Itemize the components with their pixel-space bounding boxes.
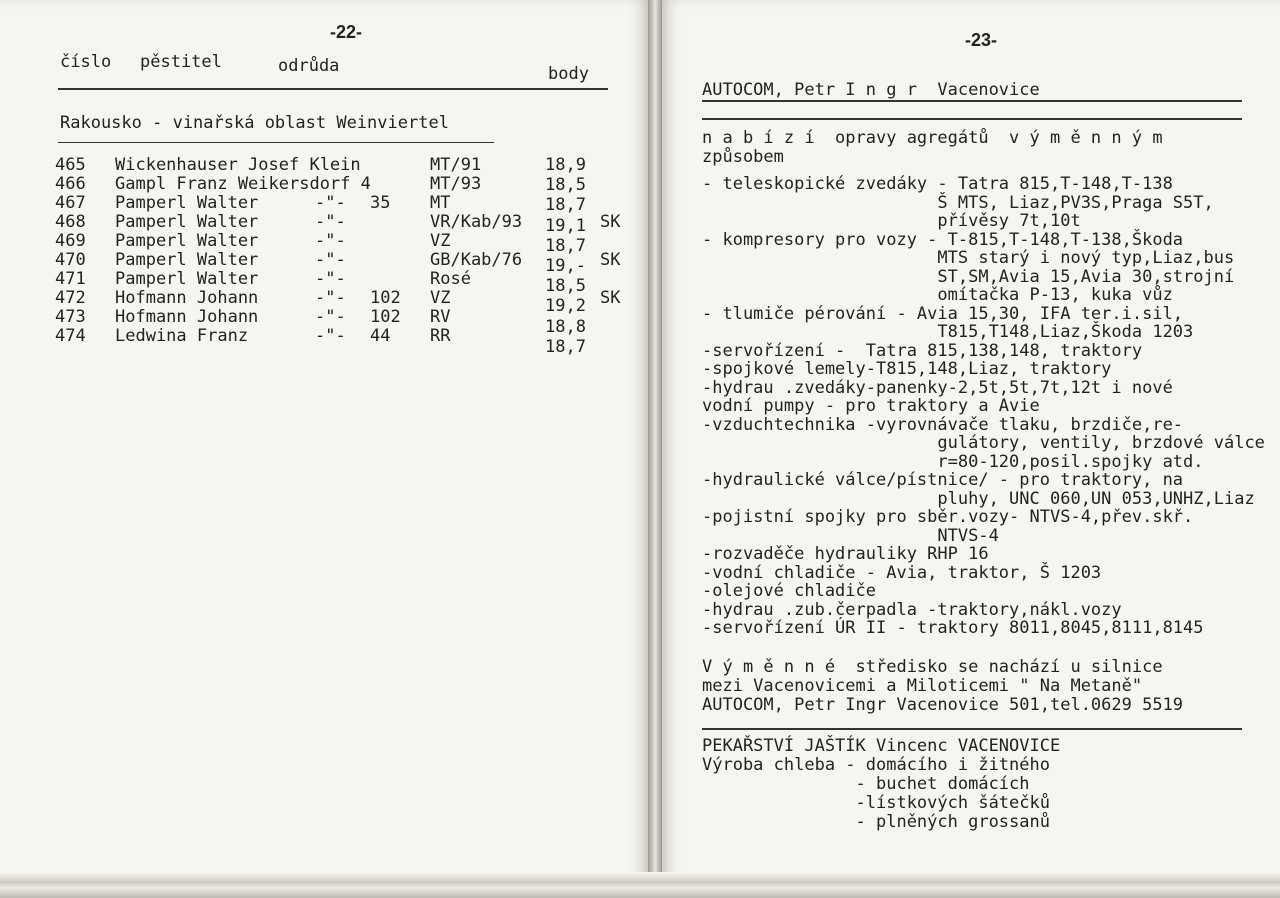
variety: VR/Kab/93: [430, 212, 523, 232]
service-line: gulátory, ventily, brzdové válce: [702, 433, 1265, 453]
variety: RV: [430, 307, 451, 327]
table-row: [0, 269, 648, 297]
service-line: -vzduchtechnika -vyrovnávače tlaku, brzdiče,re-: [702, 414, 1184, 435]
variety: Rosé: [430, 269, 471, 289]
service-line: -servořízení ÚR II - traktory 8011,8045,8111,8145: [702, 618, 1204, 638]
service-line: -hydraulické válce/pístnice/ - pro traktory, na: [702, 470, 1184, 490]
grower-name: Pamperl Walter: [115, 250, 259, 270]
table-row: [0, 175, 648, 194]
table-row: [0, 250, 648, 276]
entry-number: 468: [55, 212, 86, 232]
service-line: vodní pumpy - pro traktory a Avie: [702, 396, 1040, 416]
variety: MT/93: [430, 174, 482, 194]
table-row: [0, 193, 648, 216]
variety: VZ: [430, 288, 451, 308]
bakery-line: - buchet domácích: [702, 774, 1030, 794]
variety: GB/Kab/76: [430, 250, 523, 270]
exchange-line: mezi Vacenovicemi a Miloticemi " Na Metaně": [702, 676, 1143, 696]
entry-number: 471: [55, 269, 86, 289]
place-ditto: -"-: [315, 250, 346, 270]
grower-name: Pamperl Walter: [115, 193, 259, 213]
house-number: 44: [370, 326, 391, 346]
service-line: - tlumiče pérování - Avia 15,30, IFA ter.i.sil,: [702, 303, 1184, 324]
entry-number: 467: [55, 193, 86, 213]
region-heading: Rakousko - vinařská oblast Weinviertel: [60, 113, 449, 133]
entry-number: 474: [55, 326, 86, 346]
service-line: - teleskopické zvedáky - Tatra 815,T-148,T-138: [702, 174, 1173, 194]
service-line: -pojistní spojky pro sběr.vozy- NTVS-4,přev.skř.: [702, 507, 1194, 527]
service-line: - kompresory pro vozy - T-815,T-148,T-138,Škoda: [702, 229, 1184, 250]
right-page: [662, 0, 1280, 898]
bakery-line: Výroba chleba - domácího i žitného: [702, 755, 1050, 775]
place-ditto: -"-: [315, 231, 346, 251]
service-line: -servořízení - Tatra 815,138,148, traktory: [702, 340, 1143, 361]
grower-name: Wickenhauser Josef Klein: [115, 155, 361, 175]
place-ditto: -"-: [315, 326, 346, 346]
service-line: Š MTS, Liaz,PV3S,Praga S5T,: [702, 192, 1214, 213]
column-header-variety: odrůda: [278, 56, 340, 76]
entry-number: 470: [55, 250, 86, 270]
service-line: T815,T148,Liaz,Škoda 1203: [702, 322, 1194, 342]
region-rule: [58, 142, 494, 143]
service-line: NTVS-4: [702, 525, 999, 546]
mark: SK: [600, 212, 621, 232]
bakery-line: - plněných grossanů: [702, 812, 1050, 832]
page-number: -22-: [330, 22, 363, 42]
table-row: [0, 212, 648, 236]
bakery-rule: [702, 728, 1242, 730]
points: 18,8: [545, 316, 586, 337]
place-ditto: -"-: [315, 193, 346, 213]
service-line: pluhy, UNC 060,UN 053,UNHZ,Liaz: [702, 488, 1255, 509]
grower-name: Hofmann Johann: [115, 307, 259, 327]
place-ditto: -"-: [315, 307, 346, 327]
house-number: 102: [370, 307, 401, 327]
points: 18,9: [545, 155, 586, 175]
bakery-line: PEKAŘSTVÍ JAŠTÍK Vincenc VACENOVICE: [702, 736, 1061, 756]
place-ditto: -"-: [315, 288, 346, 308]
book-gutter: [648, 0, 662, 898]
points: 18,5: [545, 175, 586, 196]
service-line: r=80-120,posil.spojky atd.: [702, 451, 1204, 472]
mark: SK: [600, 250, 621, 270]
table-row: [0, 231, 648, 256]
entry-number: 469: [55, 231, 86, 251]
bakery-line: -lístkových šátečků: [702, 793, 1050, 813]
variety: VZ: [430, 231, 451, 251]
entry-number: 466: [55, 174, 86, 194]
variety: MT: [430, 193, 451, 213]
mark: SK: [600, 288, 621, 308]
column-header-grower: pěstitel: [140, 52, 222, 72]
service-line: přívěsy 7t,10t: [702, 211, 1081, 231]
grower-name: Pamperl Walter: [115, 212, 259, 232]
exchange-line: V ý m ě n n é středisko se nachází u silnice: [702, 657, 1163, 677]
variety: RR: [430, 326, 451, 346]
place-ditto: -"-: [315, 212, 346, 232]
exchange-line: AUTOCOM, Petr Ingr Vacenovice 501,tel.0629 5519: [702, 695, 1184, 715]
entry-number: 472: [55, 288, 86, 308]
column-header-number: číslo: [60, 52, 112, 72]
service-line: -rozvaděče hydrauliky RHP 16: [702, 544, 989, 564]
offer-rule: [702, 118, 1242, 120]
page-bottom-edge: [0, 872, 1280, 898]
table-row: [0, 156, 648, 175]
grower-name: Hofmann Johann: [115, 288, 259, 308]
grower-name: Gampl Franz Weikersdorf 4: [115, 174, 371, 194]
service-line: -hydrau .zvedáky-panenky-2,5t,5t,7t,12t i nové: [702, 377, 1173, 398]
service-line: -hydrau .zub.čerpadla -traktory,nákl.vozy: [702, 599, 1122, 620]
place-ditto: -"-: [315, 269, 346, 289]
points: 18,5: [545, 276, 586, 297]
service-line: -vodní chladiče - Avia, traktor, Š 1203: [702, 562, 1102, 583]
company-header: AUTOCOM, Petr I n g r Vacenovice: [702, 80, 1040, 100]
service-line: ST,SM,Avia 15,Avia 30,strojní: [702, 266, 1235, 287]
grower-name: Pamperl Walter: [115, 231, 259, 251]
service-line: omítačka P-13, kuka vůz: [702, 285, 1173, 305]
points: 19,2: [545, 296, 586, 317]
points: 19,1: [545, 215, 586, 236]
offer-line: n a b í z í opravy agregátů v ý m ě n n ý m: [702, 128, 1163, 148]
entry-number: 465: [55, 155, 86, 175]
header-rule: [58, 88, 608, 90]
service-line: -spojkové lemely-T815,148,Liaz, traktory: [702, 359, 1112, 379]
points: 18,7: [545, 195, 586, 216]
points: 18,7: [545, 336, 586, 357]
service-line: -olejové chladiče: [702, 581, 876, 601]
house-number: 35: [370, 193, 391, 213]
grower-name: Pamperl Walter: [115, 269, 259, 289]
page-number: -23-: [965, 30, 998, 50]
offer-line: způsobem: [702, 147, 784, 167]
entry-number: 473: [55, 307, 86, 327]
variety: MT/91: [430, 155, 482, 175]
column-header-points: body: [548, 64, 589, 84]
service-line: MTS starý i nový typ,Liaz,bus: [702, 248, 1235, 268]
company-rule: [702, 100, 1242, 102]
points: 19,-: [545, 256, 586, 276]
points: 18,7: [545, 235, 586, 256]
grower-name: Ledwina Franz: [115, 326, 249, 346]
house-number: 102: [370, 288, 401, 308]
